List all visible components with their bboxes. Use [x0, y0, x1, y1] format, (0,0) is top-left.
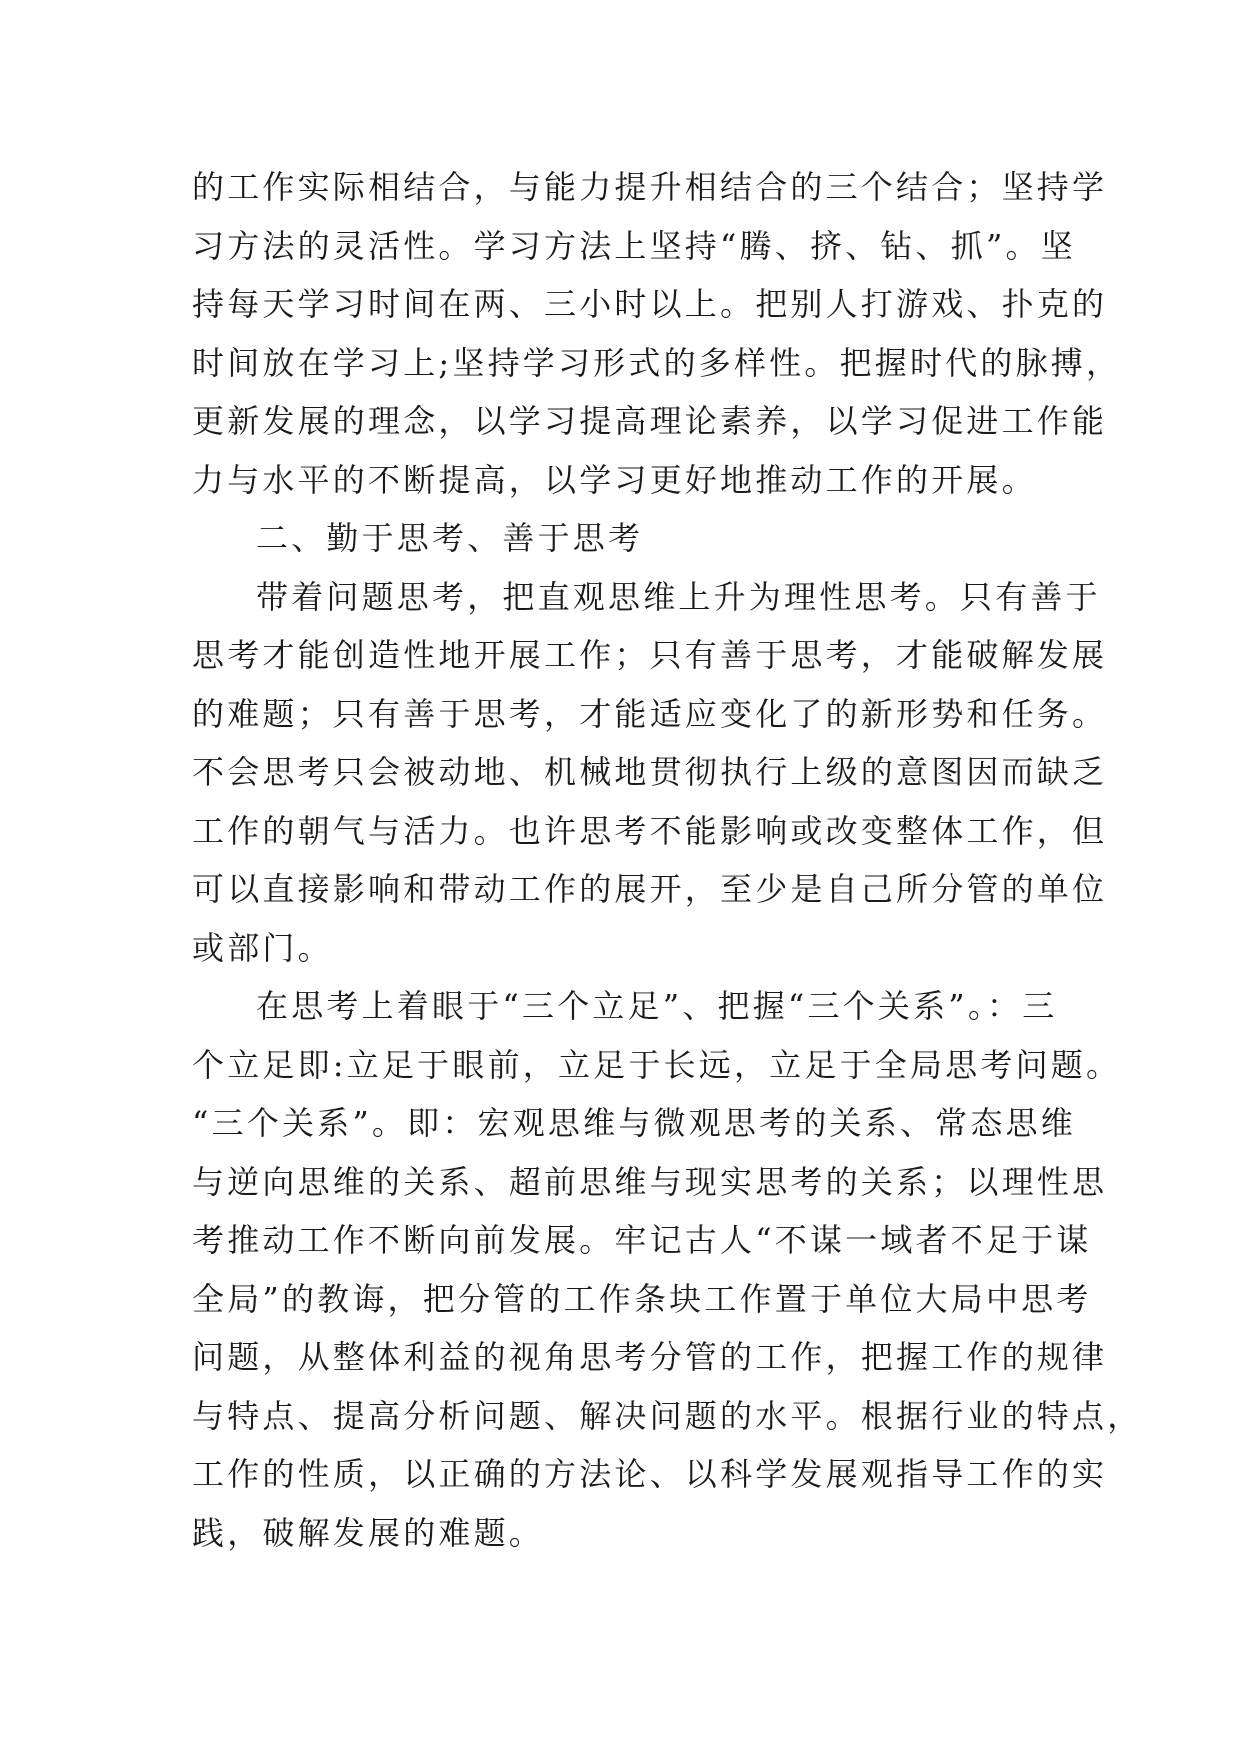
text-line: 践，破解发展的难题。	[192, 1513, 545, 1552]
text-line: 与特点、提高分析问题、解决问题的水平。根据行业的特点，	[192, 1396, 1143, 1435]
text-line: 可以直接影响和带动工作的展开，至少是自己所分管的单位	[192, 870, 1108, 908]
text-line: 问题，从整体利益的视角思考分管的工作，把握工作的规律	[192, 1338, 1108, 1376]
text-line: 或部门。	[192, 928, 333, 967]
paragraph-three-relations	[192, 977, 1143, 1562]
text-line: 个立足即:立足于眼前，立足于长远，立足于全局思考问题。	[192, 1045, 1122, 1084]
text-line: 与逆向思维的关系、超前思维与现实思考的关系；以理性思	[192, 1162, 1108, 1201]
text-line: 在思考上着眼于“三个立足”、把握“三个关系”。：三	[256, 987, 1058, 1025]
section-heading-text: 二、勤于思考、善于思考	[256, 519, 644, 557]
section-heading	[192, 509, 1064, 568]
text-line: 工作的朝气与活力。也许思考不能影响或改变整体工作，但	[192, 811, 1108, 850]
text-line: 持每天学习时间在两、三小时以上。把别人打游戏、扑克的	[192, 285, 1108, 323]
text-line: 的难题；只有善于思考，才能适应变化了的新形势和任务。	[192, 694, 1108, 733]
text-line: 更新发展的理念，以学习提高理论素养，以学习促进工作能	[192, 402, 1108, 440]
document-body	[192, 158, 1143, 1562]
text-line: “三个关系”。即：宏观思维与微观思考的关系、常态思维	[192, 1104, 1076, 1142]
text-line: 不会思考只会被动地、机械地贯彻执行上级的意图因而缺乏	[192, 753, 1108, 791]
text-line: 力与水平的不断提高，以学习更好地推动工作的开展。	[192, 460, 1037, 499]
text-line: 全局”的教诲，把分管的工作条块工作置于单位大局中思考	[192, 1279, 1092, 1318]
paragraph-thinking-problems	[192, 568, 1108, 978]
paragraph-study-methods	[192, 158, 1122, 509]
text-line: 的工作实际相结合，与能力提升相结合的三个结合；坚持学	[192, 168, 1108, 206]
text-line: 思考才能创造性地开展工作；只有善于思考，才能破解发展	[192, 636, 1108, 674]
text-line: 习方法的灵活性。学习方法上坚持“腾、挤、钻、抓”。坚	[192, 226, 1076, 265]
text-line: 时间放在学习上;坚持学习形式的多样性。把握时代的脉搏，	[192, 343, 1122, 382]
text-line: 工作的性质，以正确的方法论、以科学发展观指导工作的实	[192, 1455, 1108, 1493]
text-line: 考推动工作不断向前发展。牢记古人“不谋一域者不足于谋	[192, 1221, 1092, 1259]
text-line: 带着问题思考，把直观思维上升为理性思考。只有善于	[256, 577, 1101, 616]
